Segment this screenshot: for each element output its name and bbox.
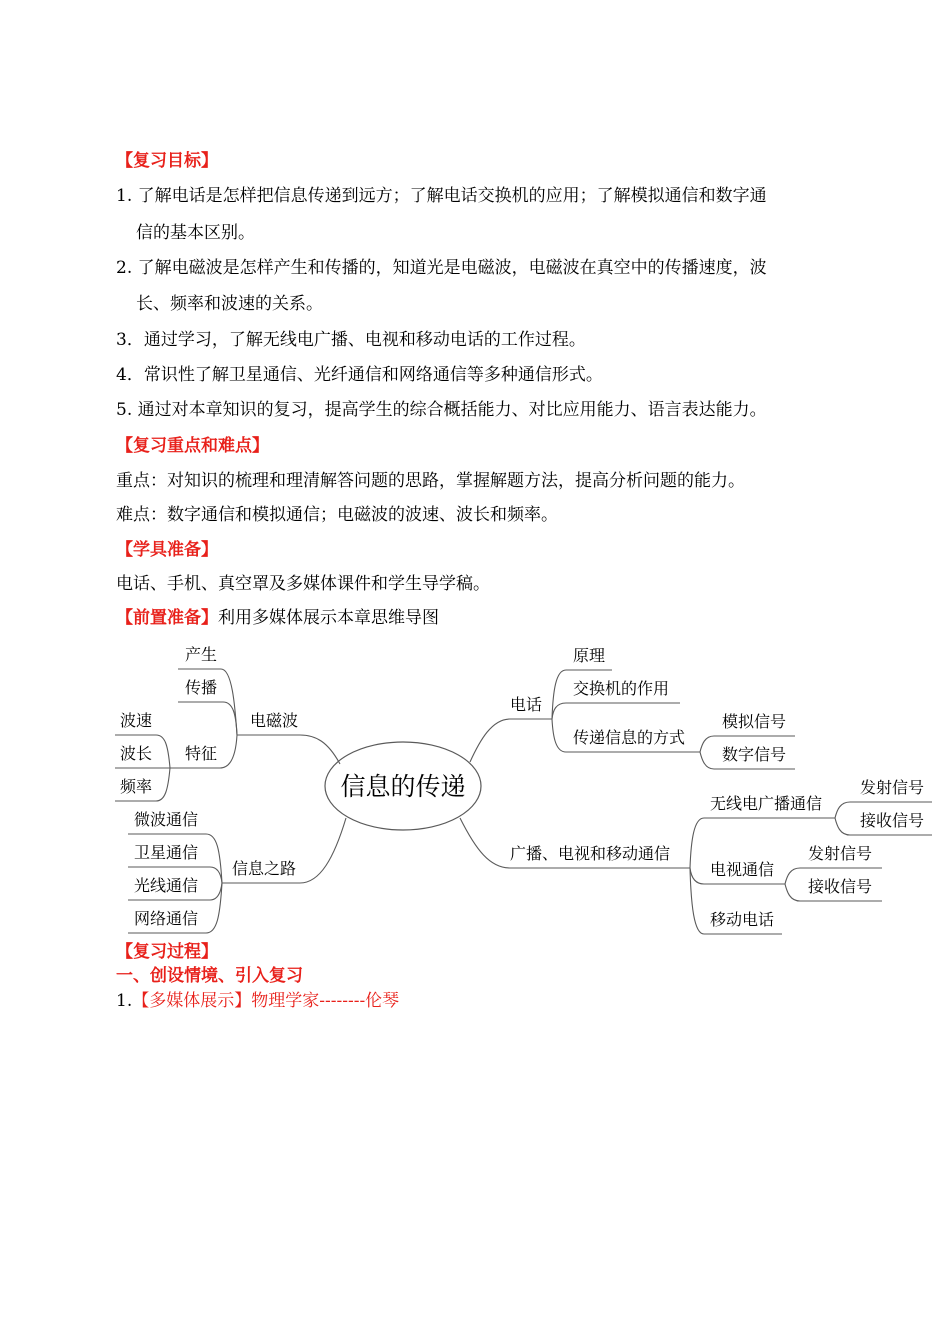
node-wave-speed: 波速: [120, 711, 153, 730]
node-radio-recv: 接收信号: [860, 811, 925, 830]
node-tv-recv: 接收信号: [808, 877, 873, 896]
node-principle: 原理: [573, 646, 606, 665]
mindmap-center-label: 信息的传递: [340, 772, 466, 801]
node-fiber: 光线通信: [134, 876, 199, 895]
goal-line-2-cont: 长、频率和波速的关系。: [136, 294, 323, 314]
node-transfer-method: 传递信息的方式: [573, 728, 686, 747]
prep-heading: 【前置准备】: [116, 608, 218, 628]
node-wavelength: 波长: [120, 744, 153, 763]
item1-line: [116, 990, 399, 1012]
node-analog: 模拟信号: [722, 712, 787, 731]
difficulty: 难点：数字通信和模拟通信；电磁波的波速、波长和频率。: [116, 505, 558, 525]
goal-line-3: 3．通过学习，了解无线电广播、电视和移动电话的工作过程。: [116, 330, 586, 350]
node-spread: 传播: [185, 678, 218, 697]
node-features: 特征: [185, 744, 218, 763]
item1-text: 【多媒体展示】物理学家--------伦琴: [132, 991, 400, 1011]
node-satellite: 卫星通信: [134, 843, 199, 862]
node-mobile: 移动电话: [710, 910, 775, 929]
goal-line-2: 2. 了解电磁波是怎样产生和传播的，知道光是电磁波，电磁波在真空中的传播速度，波: [116, 258, 767, 278]
process-heading: 【复习过程】: [116, 942, 218, 962]
node-network: 网络通信: [134, 909, 199, 928]
node-electromagnetic: 电磁波: [250, 711, 299, 730]
goal-line-1: 1. 了解电话是怎样把信息传递到远方；了解电话交换机的应用；了解模拟通信和数字通: [116, 186, 767, 206]
node-radio: 无线电广播通信: [710, 794, 823, 813]
tools-text: 电话、手机、真空罩及多媒体课件和学生导学稿。: [116, 574, 490, 594]
node-tv: 电视通信: [710, 860, 775, 879]
goal-line-4: 4．常识性了解卫星通信、光纤通信和网络通信等多种通信形式。: [116, 365, 603, 385]
prep-text: 利用多媒体展示本章思维导图: [218, 608, 439, 628]
node-digital: 数字信号: [722, 745, 787, 764]
tools-heading: 【学具准备】: [116, 540, 218, 560]
item1-prefix: 1.: [116, 991, 133, 1011]
part1-heading: 一、创设情境、引入复习: [116, 966, 303, 986]
goals-heading: 【复习目标】: [116, 151, 218, 171]
node-broadcast: 广播、电视和移动通信: [510, 844, 671, 863]
node-frequency: 频率: [120, 777, 153, 796]
key-point: 重点：对知识的梳理和理清解答问题的思路，掌握解题方法，提高分析问题的能力。: [116, 471, 745, 491]
node-phone: 电话: [510, 695, 543, 714]
node-radio-send: 发射信号: [860, 778, 925, 797]
node-switch: 交换机的作用: [573, 679, 670, 698]
goal-line-1-cont: 信的基本区别。: [136, 223, 255, 243]
key-heading: 【复习重点和难点】: [116, 436, 269, 456]
node-tv-send: 发射信号: [808, 844, 873, 863]
node-produce: 产生: [185, 645, 218, 664]
node-info-road: 信息之路: [232, 859, 297, 878]
goal-line-5: 5. 通过对本章知识的复习，提高学生的综合概括能力、对比应用能力、语言表达能力。: [116, 400, 767, 420]
node-microwave: 微波通信: [134, 810, 199, 829]
